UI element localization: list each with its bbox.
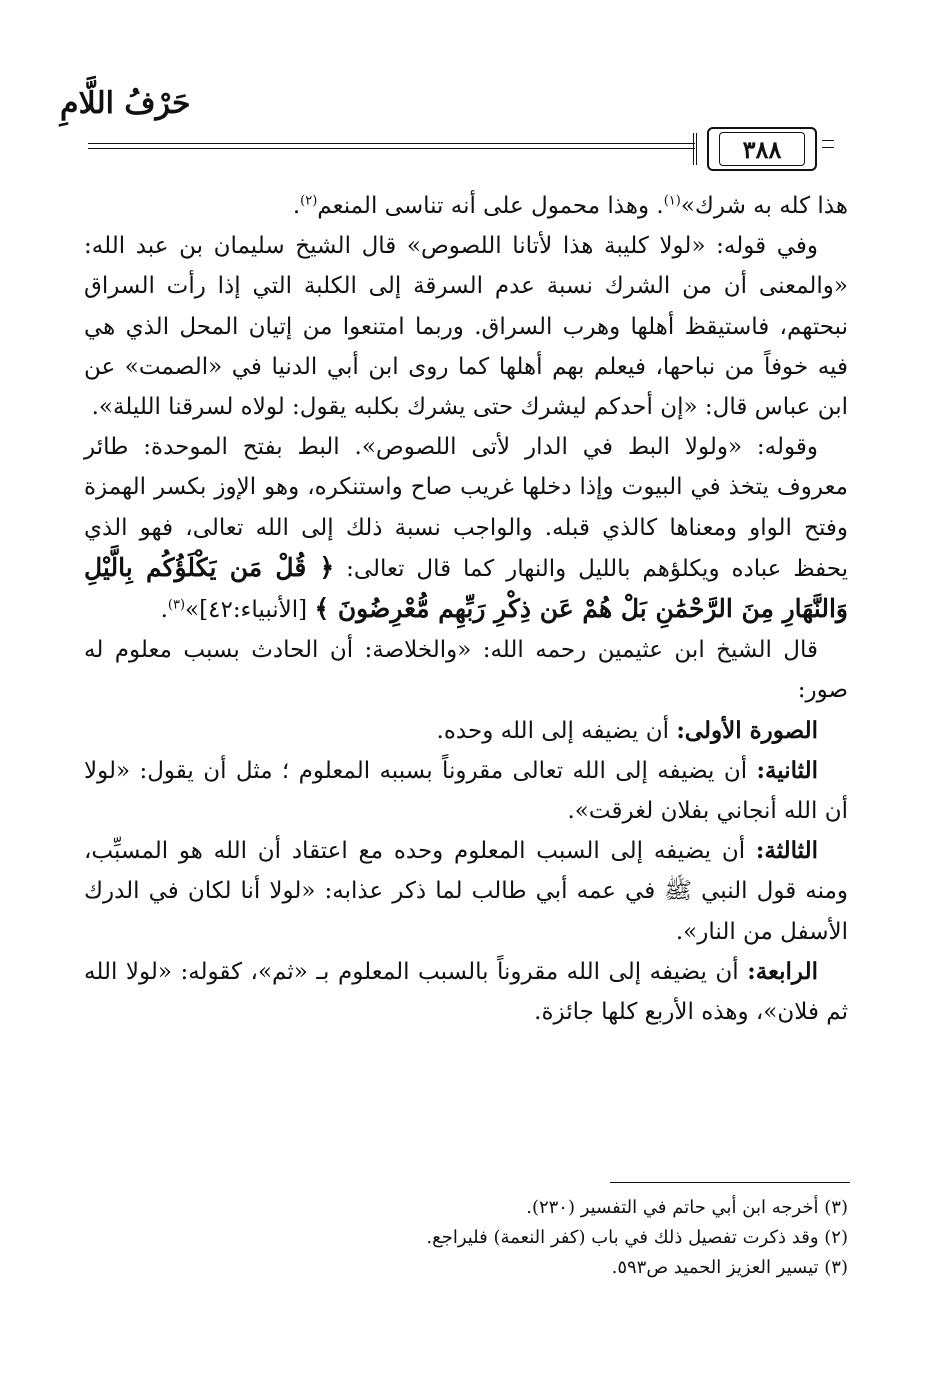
p8-text: أن يضيفه إلى الله مقروناً بالسبب المعلوم بـ «ثم»، كقوله: «لولا الله ثم فلان»، وهذه الأربع كلها جائزة. bbox=[84, 958, 848, 1026]
p1-cont: . وهذا محمول على أنه تناسى المنعم bbox=[317, 193, 664, 219]
paragraph-1 bbox=[84, 186, 848, 226]
page-number: ٣٨٨ bbox=[719, 132, 805, 166]
page-number-box bbox=[707, 127, 817, 171]
paragraph-7 bbox=[84, 831, 848, 952]
p1-text: هذا كله به شرك» bbox=[680, 193, 848, 219]
chapter-title: حَرْفُ اللَّامِ bbox=[60, 86, 191, 121]
p1-end: . bbox=[292, 193, 301, 219]
header-rule bbox=[88, 143, 695, 149]
p3-end: . bbox=[160, 597, 168, 624]
footnote-ref-1: (١) bbox=[663, 193, 681, 209]
label-first: الصورة الأولى: bbox=[676, 716, 818, 744]
footnote: (٢) وقد ذكرت تفصيل ذلك في باب (كفر النعمة) فليراجع. bbox=[426, 1227, 848, 1248]
p5-text: أن يضيفه إلى الله وحده. bbox=[436, 717, 677, 744]
paragraph-4: قال الشيخ ابن عثيمين رحمه الله: «والخلاصة: أن الحادث بسبب معلوم له صور: bbox=[84, 637, 848, 704]
footnotes bbox=[84, 1193, 848, 1283]
label-second: الثانية: bbox=[756, 756, 818, 784]
p7-text: أن يضيفه إلى السبب المعلوم وحده مع اعتقاد أن الله هو المسبِّب، ومنه قول النبي ﷺ في عمه أبي طالب لما ذكر عذابه: «لولا أنا لكان في الدرك الأسفل من النار». bbox=[84, 838, 848, 945]
header-ornament-left bbox=[693, 133, 697, 165]
paragraph-6 bbox=[84, 751, 848, 831]
paragraph-5 bbox=[84, 711, 848, 751]
verse-reference: [الأنبياء:٤٢]» bbox=[185, 597, 315, 624]
footnote-ref-2: (٢) bbox=[300, 193, 318, 209]
paragraph-8 bbox=[84, 952, 848, 1032]
quran-verse: ﴿ قُلْ مَن يَكْلَؤُكُم بِالَّيْلِ وَالنَّهَارِ مِنَ الرَّحْمَٰنِ بَلْ هُمْ عَن ذِكْرِ رَبِّهِم مُّعْرِضُونَ ﴾ bbox=[84, 552, 848, 624]
header-ornament-right bbox=[822, 140, 834, 148]
p3-text: وقوله: «ولولا البط في الدار لأتى اللصوص». البط بفتح الموحدة: طائر معروف يتخذ في البيوت وإذا دخلها غريب صاح واستنكره، وهو الإوز بكسر الهمزة وفتح الواو ومعناها كالذي قبله. والواجب نسبة ذلك إلى الله تعالى، فهو الذي يحفظ عباده ويكلؤهم بالليل والنهار كما قال تعالى: bbox=[84, 434, 848, 582]
main-text bbox=[84, 186, 848, 1032]
footnote-divider bbox=[610, 1182, 850, 1183]
footnote: (٣) تيسير العزيز الحميد ص٥٩٣. bbox=[611, 1257, 848, 1278]
footnote-ref-3: (٣) bbox=[167, 597, 186, 613]
p6-text: أن يضيفه إلى الله تعالى مقروناً بسببه المعلوم ؛ مثل أن يقول: «لولا أن الله أنجاني بفلان لغرقت». bbox=[84, 757, 848, 825]
label-fourth: الرابعة: bbox=[747, 957, 818, 985]
paragraph-2: وفي قوله: «لولا كليبة هذا لأتانا اللصوص» قال الشيخ سليمان بن عبد الله: «والمعنى أن من الشرك نسبة عدم السرقة إلى الكلبة التي إذا رأت السراق نبحتهم، فاستيقظ أهلها وهرب السراق. وربما امتنعوا من إتيان المحل الذي هي فيه خوفاً من نباحها، فيعلم بهم أهلها كما روى ابن أبي الدنيا في «الصمت» عن ابن عباس قال: «إن أحدكم ليشرك حتى يشرك بكلبه يقول: لولاه لسرقنا الليلة». bbox=[84, 233, 848, 421]
label-third: الثالثة: bbox=[755, 837, 818, 865]
paragraph-3 bbox=[84, 427, 848, 630]
footnote: (٣) أخرجه ابن أبي حاتم في التفسير (٢٣٠). bbox=[526, 1197, 848, 1218]
